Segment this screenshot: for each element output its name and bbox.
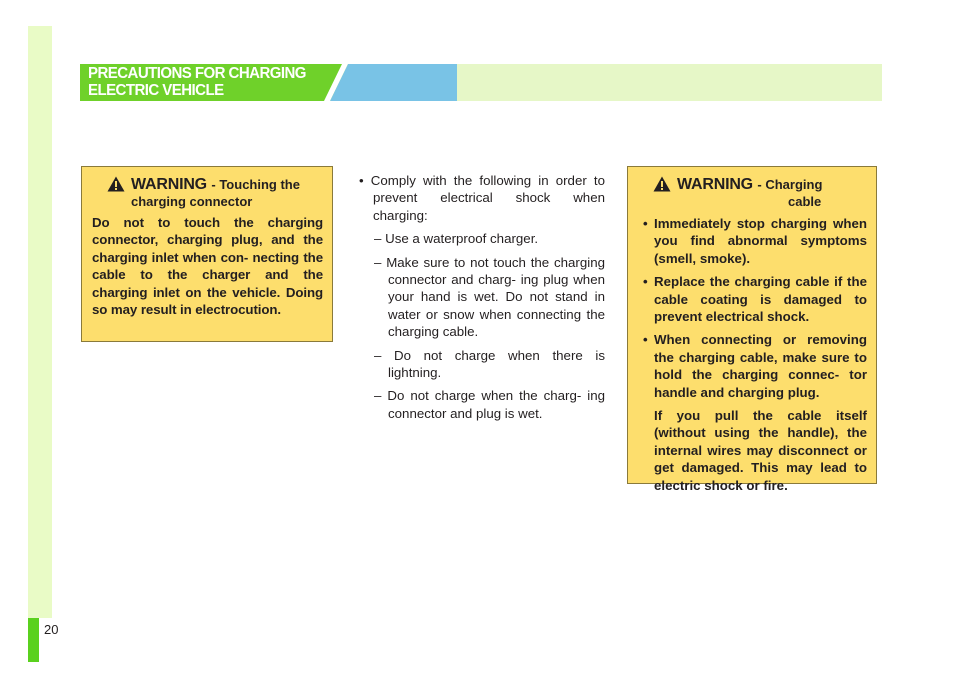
warning-triangle-icon xyxy=(653,176,671,192)
warning-list-item-text: When connecting or removing the charging cable, make sure to hold the charging connec- tor handle and charging plug. xyxy=(654,332,867,400)
warning-box-charging-cable xyxy=(627,166,877,493)
warning-list-item: • When connecting or removing the charging cable, make sure to hold the charging connec- tor handle and charging plug. If you pull the cable itself (without using the handle), the internal wires may disconnect or get damaged. This may lead to electric shock or fire. xyxy=(643,332,867,493)
warning-header xyxy=(92,176,323,194)
section-title-line-1: PRECAUTIONS FOR CHARGING xyxy=(88,65,306,82)
warning-list-item: • Immediately stop charging when you find abnormal symptoms (smell, smoke). xyxy=(643,216,867,266)
warning-list-item-text: Immediately stop charging when you find abnormal symptoms (smell, smoke). xyxy=(654,216,867,266)
instruction-item: – Use a waterproof charger. xyxy=(374,231,539,247)
warning-subtitle-continued: charging connector xyxy=(131,194,253,209)
left-margin-strip xyxy=(28,26,52,618)
instruction-item: – Do not charge when the charg- ing connector and plug is wet. xyxy=(374,388,605,421)
warning-label: WARNING xyxy=(677,176,753,193)
instruction-item: – Do not charge when there is lightning. xyxy=(374,347,605,381)
section-title-line-2: ELECTRIC VEHICLE xyxy=(88,82,224,99)
warning-body: Do not to touch the charging connector, charging plug, and the charging inlet when con- necting the cable to the charger and the charging inlet on the vehicle. Doing so may result in electrocution. xyxy=(92,215,323,318)
section-header xyxy=(80,64,882,101)
warning-header xyxy=(638,176,867,194)
warning-list xyxy=(638,215,867,494)
warning-subtitle: - Touching the xyxy=(211,177,300,192)
section-title xyxy=(88,65,342,99)
warning-triangle-icon xyxy=(107,176,125,192)
instructions-lead: • Comply with the following in order to prevent electrical shock when charging: xyxy=(359,173,605,223)
warning-list-item-text: Replace the charging cable if the cable coating is damaged to prevent electrical shock. xyxy=(654,274,867,325)
warning-label: WARNING xyxy=(131,176,207,193)
warning-list-item: • Replace the charging cable if the cable coating is damaged to prevent electrical shock. xyxy=(643,274,867,325)
warning-extra-paragraph: If you pull the cable itself (without using the handle), the internal wires may disconnect or get damaged. This may lead to electric shock or fire. xyxy=(654,408,867,493)
warning-subtitle-continued: cable xyxy=(788,194,822,209)
warning-subtitle: - Charging xyxy=(757,177,823,192)
instructions-column xyxy=(357,172,605,428)
page-number: 20 xyxy=(44,622,59,637)
instructions-lead-text: Comply with the following in order to prevent electrical shock when charging: xyxy=(370,173,605,223)
instruction-item: – Make sure to not touch the charging connector and charg- ing plug when your hand is wet. Do not stand in water or snow when connecting the charging cable. xyxy=(374,254,605,340)
instructions-list xyxy=(357,230,605,422)
page-number-bar xyxy=(28,618,39,662)
warning-box-touching-connector xyxy=(81,166,333,342)
